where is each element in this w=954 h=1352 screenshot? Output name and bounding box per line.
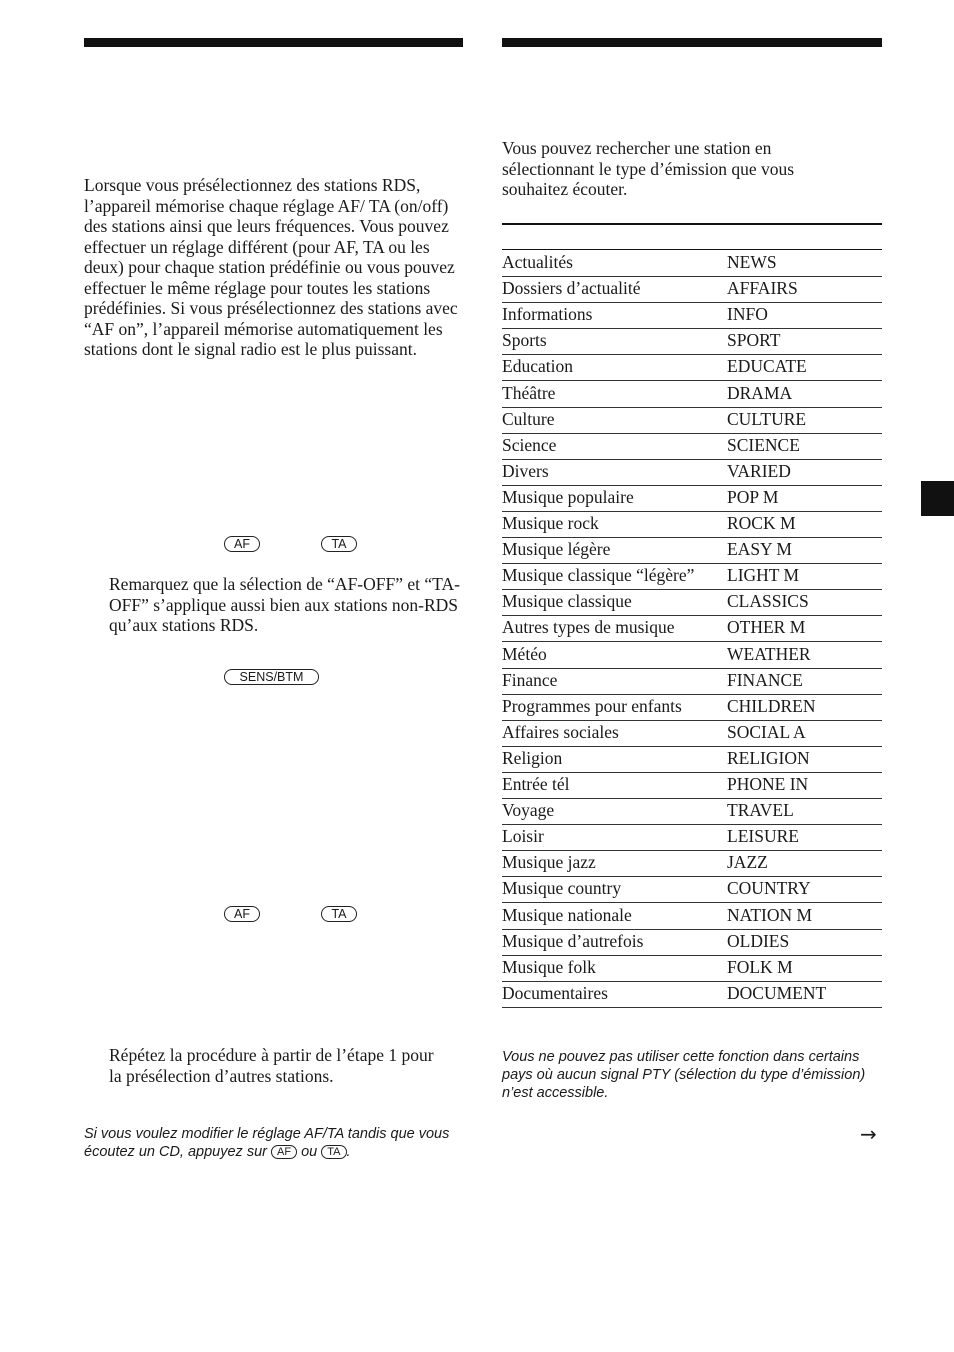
section-tab-marker — [921, 481, 954, 516]
ta-button-key: TA — [321, 536, 357, 552]
table-row — [502, 694, 882, 721]
table-row — [502, 250, 882, 277]
pty-label: Musique jazz — [502, 852, 596, 873]
table-row — [502, 407, 882, 434]
pty-code: NEWS — [727, 252, 777, 272]
table-row — [502, 746, 882, 773]
pty-code: SOCIAL A — [727, 721, 806, 742]
pty-code: CULTURE — [727, 408, 807, 429]
pty-label: Programmes pour enfants — [502, 695, 682, 716]
table-row — [502, 850, 882, 877]
pty-code: DOCUMENT — [727, 982, 827, 1003]
pty-label: Musique d’autrefois — [502, 930, 644, 951]
pty-code: LIGHT M — [727, 565, 800, 586]
pty-code: VARIED — [727, 460, 791, 481]
table-row — [502, 876, 882, 903]
pty-code: RELIGION — [727, 747, 810, 768]
table-row — [502, 302, 882, 329]
pty-label: Musique country — [502, 878, 622, 899]
table-row — [502, 824, 882, 851]
remark-paragraph: Remarquez que la sélection de “AF-OFF” et “TA-OFF” s’applique aussi bien aux stations non-RDS qu’aux stations RDS. — [109, 574, 460, 635]
pty-code: CLASSICS — [727, 591, 809, 612]
ta-button-key-2: TA — [321, 906, 357, 922]
table-row — [502, 354, 882, 381]
pty-label: Musique classique — [502, 591, 632, 612]
pty-code: NATION M — [727, 904, 813, 925]
pty-label: Actualités — [502, 252, 573, 272]
pty-label: Autres types de musique — [502, 617, 675, 638]
table-row — [502, 955, 882, 982]
pty-code: JAZZ — [727, 852, 768, 873]
table-row — [502, 929, 882, 956]
pty-label: Voyage — [502, 800, 555, 821]
pty-code: DRAMA — [727, 382, 793, 403]
table-row — [502, 276, 882, 303]
pty-code: COUNTRY — [727, 878, 811, 899]
pty-label: Religion — [502, 747, 563, 768]
pty-code: AFFAIRS — [727, 278, 798, 299]
pty-label: Culture — [502, 408, 555, 429]
table-row — [502, 903, 882, 930]
table-row — [502, 563, 882, 590]
pty-label: Musique nationale — [502, 904, 632, 925]
pty-note: Vous ne pouvez pas utiliser cette fonction dans certains pays où aucun signal PTY (sélection du type d’émission) n’est accessible. — [502, 1049, 866, 1101]
table-row — [502, 433, 882, 460]
pty-code: PHONE IN — [727, 774, 809, 794]
pty-label: Météo — [502, 643, 547, 664]
pty-code: SCIENCE — [727, 434, 800, 455]
pty-label: Musique folk — [502, 956, 596, 977]
tip-or-text: ou — [301, 1144, 318, 1160]
table-row — [502, 485, 882, 512]
table-row — [502, 642, 882, 669]
table-row — [502, 537, 882, 564]
pty-label: Sports — [502, 330, 547, 351]
table-row — [502, 981, 882, 1008]
pty-code: EDUCATE — [727, 356, 807, 377]
table-row — [502, 511, 882, 538]
pty-code: INFO — [727, 304, 768, 325]
table-row — [502, 668, 882, 695]
table-row — [502, 720, 882, 747]
pty-label: Musique populaire — [502, 486, 634, 507]
pty-code: OLDIES — [727, 930, 790, 951]
pty-label: Divers — [502, 460, 549, 481]
pty-label: Affaires sociales — [502, 721, 619, 742]
pty-label: Informations — [502, 304, 593, 325]
pty-code: FINANCE — [727, 669, 803, 690]
table-row — [502, 798, 882, 825]
pty-label: Musique légère — [502, 539, 611, 560]
pty-code: SPORT — [727, 330, 781, 351]
right-intro-paragraph: Vous pouvez rechercher une station en sélectionnant le type d’émission que vous souhaitez écouter. — [502, 138, 795, 199]
pty-label: Théâtre — [502, 382, 556, 403]
pty-label: Dossiers d’actualité — [502, 278, 641, 299]
pty-code: TRAVEL — [727, 800, 794, 821]
pty-label: Finance — [502, 669, 558, 690]
af-ta-tip: Si vous voulez modifier le réglage AF/TA tandis que vous écoutez un CD, appuyez sur AF ou TA . — [84, 1126, 450, 1160]
right-header-bar — [502, 38, 882, 47]
table-row — [502, 459, 882, 486]
pty-code: FOLK M — [727, 956, 793, 977]
pty-code: ROCK M — [727, 513, 796, 533]
pty-label: Musique classique “légère” — [502, 565, 695, 586]
pty-label: Loisir — [502, 826, 544, 847]
table-row — [502, 328, 882, 355]
pty-code: WEATHER — [727, 643, 811, 664]
table-row — [502, 772, 882, 799]
sens-btm-button-key: SENS/BTM — [224, 669, 319, 685]
pty-code: CHILDREN — [727, 695, 816, 716]
pty-label: Entrée tél — [502, 774, 570, 794]
tip-text: Si vous voulez modifier le réglage AF/TA tandis que vous écoutez un CD, appuyez sur — [84, 1126, 450, 1160]
pty-label: Science — [502, 434, 557, 455]
pty-code: POP M — [727, 486, 779, 507]
pty-code: EASY M — [727, 539, 792, 560]
pty-label: Documentaires — [502, 982, 608, 1003]
af-button-key-2: AF — [224, 906, 260, 922]
pty-code: LEISURE — [727, 826, 799, 847]
pty-label: Musique rock — [502, 513, 599, 533]
left-header-bar — [84, 38, 463, 47]
tip-ta-key: TA — [321, 1145, 346, 1159]
pty-code: OTHER M — [727, 617, 806, 638]
table-top-rule — [502, 223, 882, 225]
tip-af-key: AF — [271, 1145, 297, 1159]
pty-label: Education — [502, 356, 573, 377]
left-intro-paragraph: Lorsque vous présélectionnez des stations RDS, l’appareil mémorise chaque réglage AF/ TA (on/off) des stations ainsi que leurs fréquences. Vous pouvez effectuer un réglage différent (pour AF, TA ou les deux) pour chaque station prédéfinie ou vous pouvez effectuer le même réglage pour toutes les stations prédéfinies. Si vous présélectionnez des stations avec “AF on”, l’appareil mémorise automatiquement les stations dont le signal radio est le plus puissant. — [84, 175, 458, 359]
af-button-key: AF — [224, 536, 260, 552]
table-row — [502, 381, 882, 408]
table-row — [502, 589, 882, 616]
continue-arrow-icon: → — [860, 1122, 877, 1146]
repeat-paragraph: Répétez la procédure à partir de l’étape 1 pour la présélection d’autres stations. — [109, 1045, 434, 1086]
table-row — [502, 615, 882, 642]
